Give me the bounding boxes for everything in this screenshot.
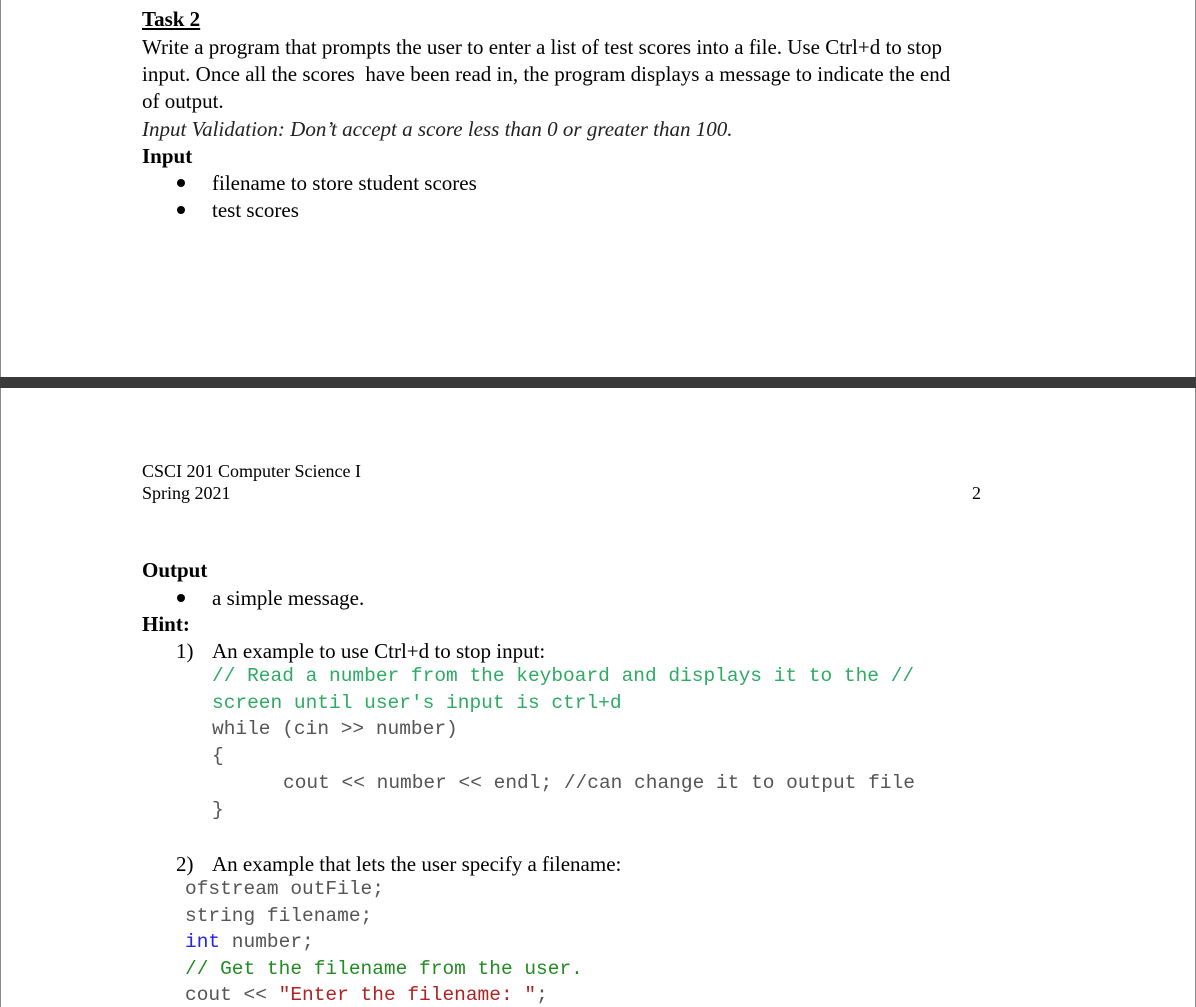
code-open-brace: {	[212, 745, 224, 767]
code-string: "Enter the filename: "	[278, 984, 537, 1006]
page-number: 2	[972, 483, 981, 503]
output-heading: Output	[142, 558, 208, 582]
code-comment-line: // Read a number from the keyboard and displays it to the //	[212, 665, 915, 687]
bullet-icon	[177, 594, 185, 602]
input-heading: Input	[142, 144, 193, 168]
code-body-line: cout << number << endl; //can change it to output file	[283, 772, 915, 794]
code-comment-line: screen until user's input is ctrl+d	[212, 692, 622, 714]
document-page-2	[0, 388, 1196, 1007]
example-2-label: An example that lets the user specify a filename:	[212, 852, 622, 876]
task-description-line-1: Write a program that prompts the user to enter a list of test scores into a file. Use Ctrl+d to stop	[142, 35, 943, 59]
code-text: ;	[536, 984, 548, 1006]
input-item-scores: test scores	[212, 198, 299, 222]
code-string-line: string filename;	[185, 905, 373, 927]
task-title: Task 2	[142, 7, 201, 31]
example-1-label: An example to use Ctrl+d to stop input:	[212, 639, 546, 663]
code-int-line	[185, 929, 314, 956]
task-description-line-2: input. Once all the scores have been read in, the program displays a message to indicate the end	[142, 62, 951, 86]
document-page-1	[0, 0, 1196, 377]
page-separator	[0, 377, 1196, 388]
header-term: Spring 2021	[142, 483, 231, 503]
bullet-icon	[177, 206, 185, 214]
example-1-number: 1)	[176, 639, 194, 663]
code-text: cout <<	[185, 984, 279, 1006]
task-description-line-3: of output.	[142, 89, 224, 113]
code-text: number;	[220, 931, 314, 953]
bullet-icon	[177, 179, 185, 187]
code-ofstream-line: ofstream outFile;	[185, 878, 384, 900]
code-cout-line	[185, 982, 548, 1007]
code-keyword: int	[185, 931, 221, 953]
input-validation-note: Input Validation: Don’t accept a score less than 0 or greater than 100.	[142, 117, 733, 141]
code-close-brace: }	[212, 799, 224, 821]
code-while-line: while (cin >> number)	[212, 718, 458, 740]
code-comment-line: // Get the filename from the user.	[185, 958, 583, 980]
hint-heading: Hint:	[142, 612, 190, 636]
header-course: CSCI 201 Computer Science I	[142, 461, 361, 481]
output-item: a simple message.	[212, 586, 365, 610]
input-item-filename: filename to store student scores	[212, 171, 477, 195]
example-2-number: 2)	[176, 852, 194, 876]
